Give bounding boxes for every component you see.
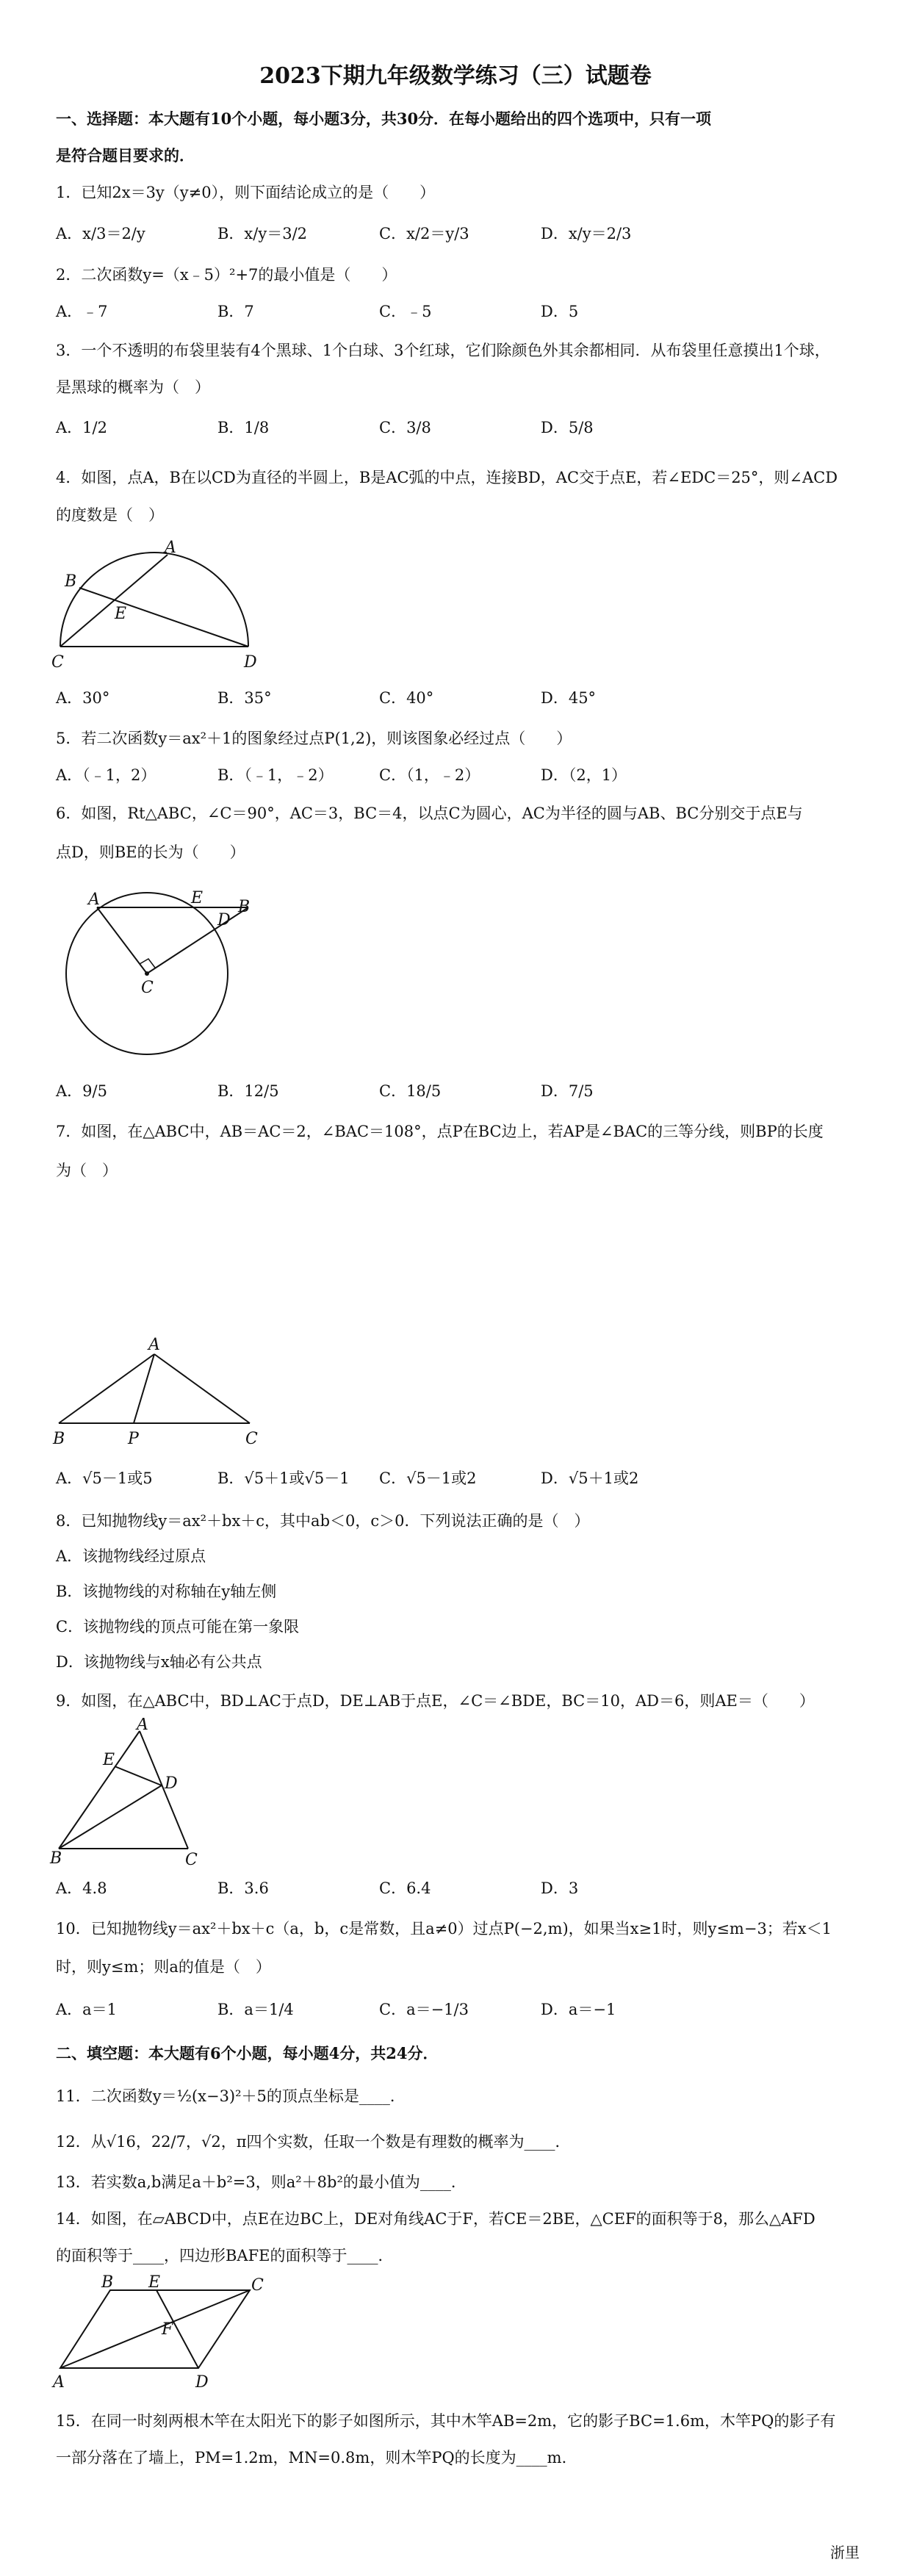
- q6-circle-figure: [59, 878, 279, 1069]
- q12-stem: 12．从√16，22/7，√2，π四个实数，任取一个数是有理数的概率为____．: [56, 2133, 571, 2151]
- q10-option-c: C．a＝−1/3: [379, 2001, 469, 2018]
- q1-option-a: A．x/3＝2/y: [56, 225, 145, 242]
- q9-option-a: A．4.8: [56, 1879, 107, 1897]
- q8-option-b: B．该抛物线的对称轴在y轴左侧: [56, 1583, 277, 1600]
- q6-label-b: B: [238, 898, 251, 916]
- q4-label-e: E: [115, 605, 127, 623]
- q9-label-d: D: [165, 1774, 178, 1793]
- q15-stem-line1: 15．在同一时刻两根木竿在太阳光下的影子如图所示，其中木竿AB=2m，它的影子BC=1.6m，木竿PQ的影子有: [56, 2412, 836, 2430]
- q5-option-b: B．（﹣1，﹣2）: [217, 766, 334, 784]
- q8-option-c: C．该抛物线的顶点可能在第一象限: [56, 1618, 300, 1636]
- q6-option-b: B．12/5: [217, 1082, 279, 1100]
- q9-label-a: A: [137, 1718, 148, 1734]
- q3-option-d: D．5/8: [541, 419, 594, 436]
- q2-option-c: C．﹣5: [379, 303, 432, 320]
- q7-stem-line1: 7．如图，在△ABC中，AB＝AC＝2，∠BAC＝108°，点P在BC边上，若AP是∠BAC的三等分线，则BP的长度: [56, 1123, 824, 1140]
- q2-option-d: D．5: [541, 303, 579, 320]
- q7-stem-line2: 为（ ）: [56, 1162, 118, 1179]
- q4-label-a: A: [165, 539, 176, 557]
- q4-chord-bd: [79, 588, 248, 647]
- q6-option-c: C．18/5: [379, 1082, 442, 1100]
- q6-stem-line1: 6．如图，Rt△ABC，∠C＝90°，AC＝3，BC＝4，以点C为圆心，AC为半径的圆与AB、BC分别交于点E与: [56, 805, 803, 822]
- q7-segment-ap: [134, 1354, 154, 1423]
- q5-option-a: A．（﹣1，2）: [56, 766, 156, 784]
- section1-header-line1: 一、选择题：本大题有10个小题，每小题3分，共30分．在每小题给出的四个选项中，只有一项: [56, 109, 712, 128]
- q9-stem: 9．如图，在△ABC中，BD⊥AC于点D，DE⊥AB于点E，∠C＝∠BDE，BC＝10，AD＝6，则AE＝（ ）: [56, 1692, 815, 1710]
- q4-option-b: B．35°: [217, 689, 272, 707]
- q9-side-ac: [140, 1731, 188, 1849]
- q4-stem-line1: 4．如图，点A，B在以CD为直径的半圆上，B是AC弧的中点，连接BD，AC交于点E，若∠EDC＝25°，则∠ACD: [56, 469, 838, 486]
- q1-stem: 1．已知2x＝3y（y≠0），则下面结论成立的是（ ）: [56, 184, 436, 201]
- q9-segment-bd: [59, 1785, 162, 1849]
- q6-option-a: A．9/5: [56, 1082, 107, 1100]
- q1-options: [56, 215, 857, 252]
- q10-option-b: B．a＝1/4: [217, 2001, 294, 2018]
- q1-option-c: C．x/2＝y/3: [379, 225, 469, 242]
- q7-option-b: B．√5＋1或√5－1: [217, 1469, 350, 1487]
- q8-stem: 8．已知抛物线y＝ax²＋bx＋c，其中ab＜0，c＞0．下列说法正确的是（ ）: [56, 1512, 590, 1530]
- q14-label-d: D: [195, 2373, 209, 2392]
- q9-label-e: E: [103, 1751, 115, 1769]
- q3-stem-line1: 3．一个不透明的布袋里装有4个黑球、1个白球、3个红球，它们除颜色外其余都相同．从布袋里任意摸出1个球，: [56, 342, 830, 359]
- q7-side-ab: [59, 1354, 154, 1423]
- q14-label-e: E: [148, 2274, 161, 2292]
- q14-label-b: B: [101, 2274, 114, 2292]
- q9-option-d: D．3: [541, 1879, 579, 1897]
- q5-option-d: D．（2，1）: [541, 766, 627, 784]
- q6-center-dot: [145, 971, 149, 976]
- q6-segment-bc: [147, 907, 248, 974]
- q6-label-e: E: [191, 889, 204, 907]
- q14-label-f: F: [162, 2320, 173, 2339]
- q4-options: [56, 680, 857, 716]
- q10-options: [56, 1991, 857, 2028]
- q14-stem-line1: 14．如图，在▱ABCD中，点E在边BC上，DE对角线AC于F，若CE＝2BE，△CEF的面积等于8，那么△AFD: [56, 2210, 815, 2228]
- q10-stem-line2: 时，则y≤m；则a的值是（ ）: [56, 1958, 271, 1976]
- q8-option-d: D．该抛物线与x轴必有公共点: [56, 1653, 262, 1671]
- q7-option-a: A．√5－1或5: [56, 1469, 153, 1487]
- q3-option-b: B．1/8: [217, 419, 270, 436]
- q7-label-a: A: [148, 1336, 160, 1354]
- q3-stem-line2: 是黑球的概率为（ ）: [56, 378, 210, 396]
- q4-stem-line2: 的度数是（ ）: [56, 506, 164, 524]
- q4-label-d: D: [244, 653, 257, 672]
- q5-options: [56, 757, 857, 794]
- q7-side-ac: [154, 1354, 250, 1423]
- q5-stem: 5．若二次函数y＝ax²＋1的图象经过点P(1,2)，则该图象必经过点（ ）: [56, 730, 572, 747]
- q4-option-d: D．45°: [541, 689, 597, 707]
- q9-option-c: C．6.4: [379, 1879, 431, 1897]
- q14-label-a: A: [53, 2373, 65, 2392]
- q10-option-a: A．a＝1: [56, 2001, 118, 2018]
- q14-stem-line2: 的面积等于____，四边形BAFE的面积等于____．: [56, 2247, 394, 2264]
- q5-option-c: C．（1，﹣2）: [379, 766, 480, 784]
- q14-parallelogram-figure: [51, 2274, 272, 2392]
- page-title: 2023下期九年级数学练习（三）试题卷: [259, 63, 652, 89]
- q9-option-b: B．3.6: [217, 1879, 269, 1897]
- q7-triangle-figure: [44, 1334, 279, 1451]
- q15-stem-line2: 一部分落在了墙上，PM=1.2m，MN=0.8m，则木竿PQ的长度为____m．: [56, 2449, 577, 2467]
- q9-options: [56, 1870, 857, 1907]
- q7-label-c: C: [245, 1430, 258, 1448]
- q4-option-a: A．30°: [56, 689, 110, 707]
- q2-option-b: B．7: [217, 303, 254, 320]
- q6-options: [56, 1073, 857, 1109]
- page-footer: 浙里: [830, 2544, 860, 2561]
- q6-label-d: D: [217, 911, 231, 929]
- q13-stem: 13．若实数a,b满足a＋b²=3，则a²＋8b²的最小值为____．: [56, 2173, 467, 2191]
- q6-stem-line2: 点D，则BE的长为（ ）: [56, 843, 245, 861]
- q9-label-c: C: [185, 1851, 198, 1869]
- q7-label-p: P: [128, 1430, 139, 1448]
- q7-label-b: B: [53, 1430, 65, 1448]
- q14-label-c: C: [251, 2276, 264, 2295]
- q2-option-a: A．﹣7: [56, 303, 108, 320]
- q4-chord-ac: [60, 555, 168, 647]
- q3-options: [56, 409, 857, 446]
- q1-option-d: D．x/y＝2/3: [541, 225, 632, 242]
- q2-options: [56, 293, 857, 330]
- q7-option-d: D．√5＋1或2: [541, 1469, 639, 1487]
- q6-option-d: D．7/5: [541, 1082, 594, 1100]
- q9-side-ab: [59, 1731, 140, 1849]
- q4-option-c: C．40°: [379, 689, 434, 707]
- q6-label-a: A: [88, 891, 100, 909]
- q7-option-c: C．√5－1或2: [379, 1469, 477, 1487]
- q3-option-a: A．1/2: [56, 419, 107, 436]
- q9-label-b: B: [50, 1849, 62, 1868]
- q14-diagonal-ac: [60, 2290, 250, 2368]
- q1-option-b: B．x/y＝3/2: [217, 225, 308, 242]
- q10-option-d: D．a＝−1: [541, 2001, 616, 2018]
- q8-option-a: A．该抛物线经过原点: [56, 1547, 206, 1565]
- q2-stem: 2．二次函数y=（x﹣5）²+7的最小值是（ ）: [56, 266, 397, 284]
- q7-options: [56, 1460, 857, 1497]
- q3-option-c: C．3/8: [379, 419, 431, 436]
- q9-triangle-figure: [44, 1718, 220, 1872]
- q4-semicircle-figure: [44, 536, 264, 676]
- section1-header-line2: 是符合题目要求的．: [56, 146, 195, 165]
- q4-label-b: B: [65, 572, 77, 591]
- q10-stem-line1: 10．已知抛物线y＝ax²＋bx＋c（a，b，c是常数，且a≠0）过点P(−2,m)，如果当x≥1时，则y≤m−3；若x＜1: [56, 1920, 832, 1938]
- q4-label-c: C: [51, 653, 64, 672]
- q6-label-c: C: [141, 979, 154, 997]
- section2-header: 二、填空题：本大题有6个小题，每小题4分，共24分．: [56, 2044, 439, 2062]
- q11-stem: 11．二次函数y＝½(x−3)²＋5的顶点坐标是____．: [56, 2087, 406, 2105]
